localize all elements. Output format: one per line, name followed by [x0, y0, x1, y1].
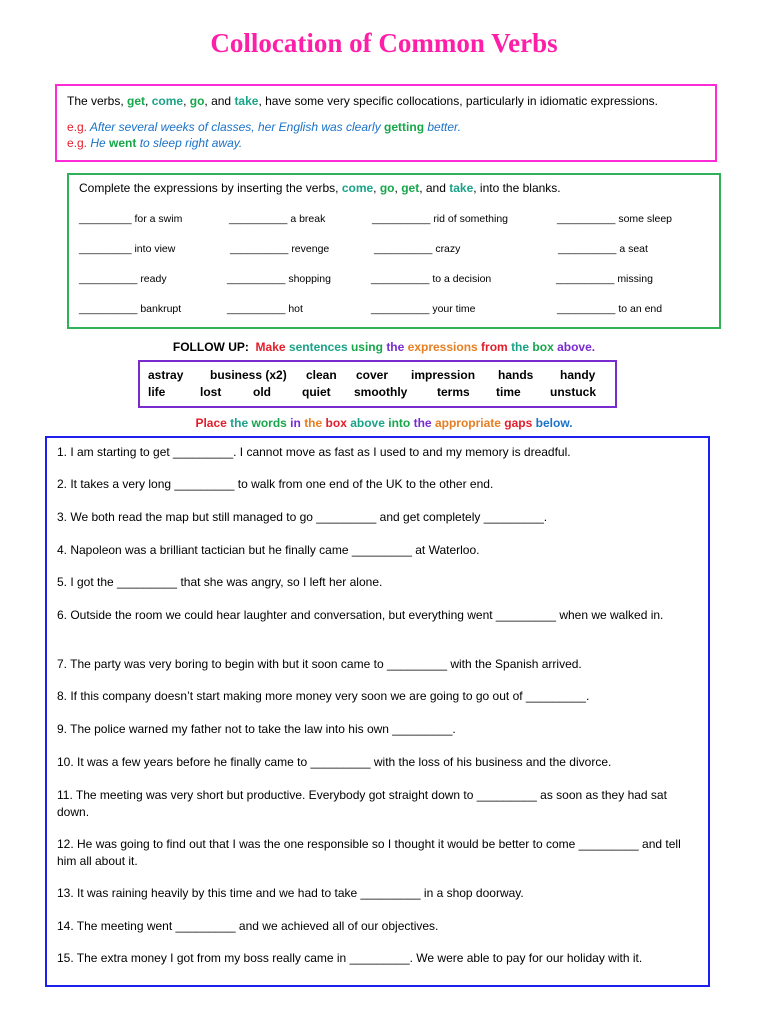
expression-item: __________ shopping — [227, 273, 331, 285]
sentences-box — [45, 436, 710, 987]
example-text: After several weeks of classes, her English was clearly — [87, 120, 385, 134]
verb-go: go — [379, 181, 395, 195]
intro-text-pre: The verbs, — [67, 94, 128, 108]
instruction-sep: , — [373, 181, 380, 195]
word-item: life — [148, 385, 166, 399]
word-item: quiet — [302, 385, 331, 399]
intro-sep: , and — [204, 94, 235, 108]
expressions-instruction — [79, 181, 709, 195]
instruction-text: , into the blanks. — [473, 181, 561, 195]
place-word: Place — [195, 416, 227, 430]
follow-up-word: the — [511, 340, 530, 354]
expressions-box — [67, 173, 721, 329]
example-verb: went — [109, 136, 137, 150]
place-word: appropriate — [434, 416, 501, 430]
example-text: to sleep right away. — [136, 136, 243, 150]
follow-up-word: using — [350, 340, 383, 354]
word-item: old — [253, 385, 271, 399]
expression-item: __________ revenge — [230, 243, 330, 255]
sentence-item: 8. If this company doesn’t start making more money very soon we are going to go out of _________. — [57, 689, 590, 703]
intro-text — [67, 93, 705, 109]
word-item: lost — [200, 385, 222, 399]
sentence-item: 13. It was raining heavily by this time and we had to take _________ in a shop doorway. — [57, 886, 524, 900]
word-item: time — [496, 385, 521, 399]
expression-item: __________ crazy — [374, 243, 461, 255]
expression-item: __________ hot — [227, 303, 303, 315]
verb-get: get — [127, 94, 146, 108]
place-word: below. — [535, 416, 573, 430]
intro-box — [55, 84, 717, 162]
instruction-sep: , and — [419, 181, 450, 195]
verb-go: go — [189, 94, 205, 108]
sentence-item: 3. We both read the map but still managed to go _________ and get completely _________. — [57, 510, 548, 524]
place-word: the — [230, 416, 249, 430]
place-word: the — [304, 416, 323, 430]
word-item: handy — [560, 368, 596, 382]
word-box — [138, 360, 617, 408]
word-item: smoothly — [354, 385, 408, 399]
word-item: business (x2) — [210, 368, 287, 382]
sentence-item: 15. The extra money I got from my boss really came in _________. We were able to pay for our holiday with it. — [57, 951, 643, 965]
example-text: He — [87, 136, 110, 150]
sentence-item: 6. Outside the room we could hear laughter and conversation, but everything went _________ when we walked in. — [57, 608, 664, 622]
word-item: clean — [306, 368, 337, 382]
example-verb: getting — [384, 120, 425, 134]
expression-item: _________ for a swim — [79, 213, 183, 225]
verb-come: come — [151, 94, 184, 108]
page-title: Collocation of Common Verbs — [210, 28, 558, 58]
intro-sep: , — [145, 94, 152, 108]
expression-item: __________ some sleep — [557, 213, 673, 225]
word-item: terms — [437, 385, 470, 399]
expression-item: __________ a seat — [558, 243, 648, 255]
place-word: into — [388, 416, 411, 430]
follow-up-label: FOLLOW UP: — [172, 340, 249, 354]
instruction-text: Complete the expressions by inserting the verbs, — [79, 181, 342, 195]
sentence-item: 7. The party was very boring to begin with but it soon came to _________ with the Spanish arrived. — [57, 657, 582, 671]
example-text: better. — [424, 120, 461, 134]
sentence-item: 1. I am starting to get _________. I cannot move as fast as I used to and my memory is dreadful. — [57, 445, 571, 459]
word-item: astray — [148, 368, 184, 382]
follow-up-instruction — [0, 340, 768, 354]
example-1 — [67, 119, 705, 135]
word-item: cover — [356, 368, 389, 382]
expression-item: __________ your time — [371, 303, 476, 315]
expression-item: __________ ready — [79, 273, 167, 285]
expressions-grid — [79, 205, 709, 325]
verb-take: take — [234, 94, 259, 108]
expression-item: _________ into view — [79, 243, 176, 255]
expression-item: __________ to a decision — [371, 273, 492, 285]
word-item: unstuck — [550, 385, 597, 399]
follow-up-word: the — [386, 340, 405, 354]
expression-item: __________ a break — [229, 213, 326, 225]
eg-label: e.g. — [67, 120, 88, 134]
follow-up-word: from — [481, 340, 508, 354]
place-instruction — [0, 416, 768, 430]
place-word: the — [413, 416, 432, 430]
place-word: words — [251, 416, 287, 430]
verb-get: get — [401, 181, 420, 195]
sentence-item: 12. He was going to find out that I was the one responsible so I thought it would be better to come _________ and tell him all about it. — [57, 837, 681, 868]
sentence-item: 11. The meeting was very short but productive. Everybody got straight down to _________ as soon as they had sat down. — [57, 788, 667, 819]
follow-up-word: above. — [557, 340, 596, 354]
place-word: box — [325, 416, 347, 430]
place-word: in — [290, 416, 301, 430]
intro-sep: , — [183, 94, 190, 108]
follow-up-word: Make — [255, 340, 286, 354]
word-item: impression — [411, 368, 476, 382]
follow-up-word: expressions — [407, 340, 478, 354]
sentence-item: 4. Napoleon was a brilliant tactician but he finally came _________ at Waterloo. — [57, 543, 480, 557]
expression-item: __________ missing — [556, 273, 653, 285]
verb-come: come — [341, 181, 374, 195]
follow-up-word: sentences — [288, 340, 348, 354]
sentence-item: 2. It takes a very long _________ to walk from one end of the UK to the other end. — [57, 477, 494, 491]
sentence-item: 14. The meeting went _________ and we achieved all of our objectives. — [57, 919, 439, 933]
intro-text-post: , have some very specific collocations, particularly in idiomatic expressions. — [258, 94, 658, 108]
sentence-item: 10. It was a few years before he finally came to _________ with the loss of his business and the divorce. — [57, 755, 612, 769]
expression-item: __________ to an end — [557, 303, 663, 315]
sentence-item: 5. I got the _________ that she was angry, so I left her alone. — [57, 575, 383, 589]
expression-item: __________ rid of something — [372, 213, 509, 225]
verb-take: take — [449, 181, 474, 195]
instruction-sep: , — [394, 181, 402, 195]
expression-item: __________ bankrupt — [79, 303, 182, 315]
eg-label: e.g. — [67, 136, 88, 150]
place-word: above — [350, 416, 385, 430]
word-item: hands — [498, 368, 534, 382]
follow-up-word: box — [532, 340, 554, 354]
example-2 — [67, 135, 705, 151]
place-word: gaps — [504, 416, 533, 430]
sentence-item: 9. The police warned my father not to take the law into his own _________. — [57, 722, 456, 736]
